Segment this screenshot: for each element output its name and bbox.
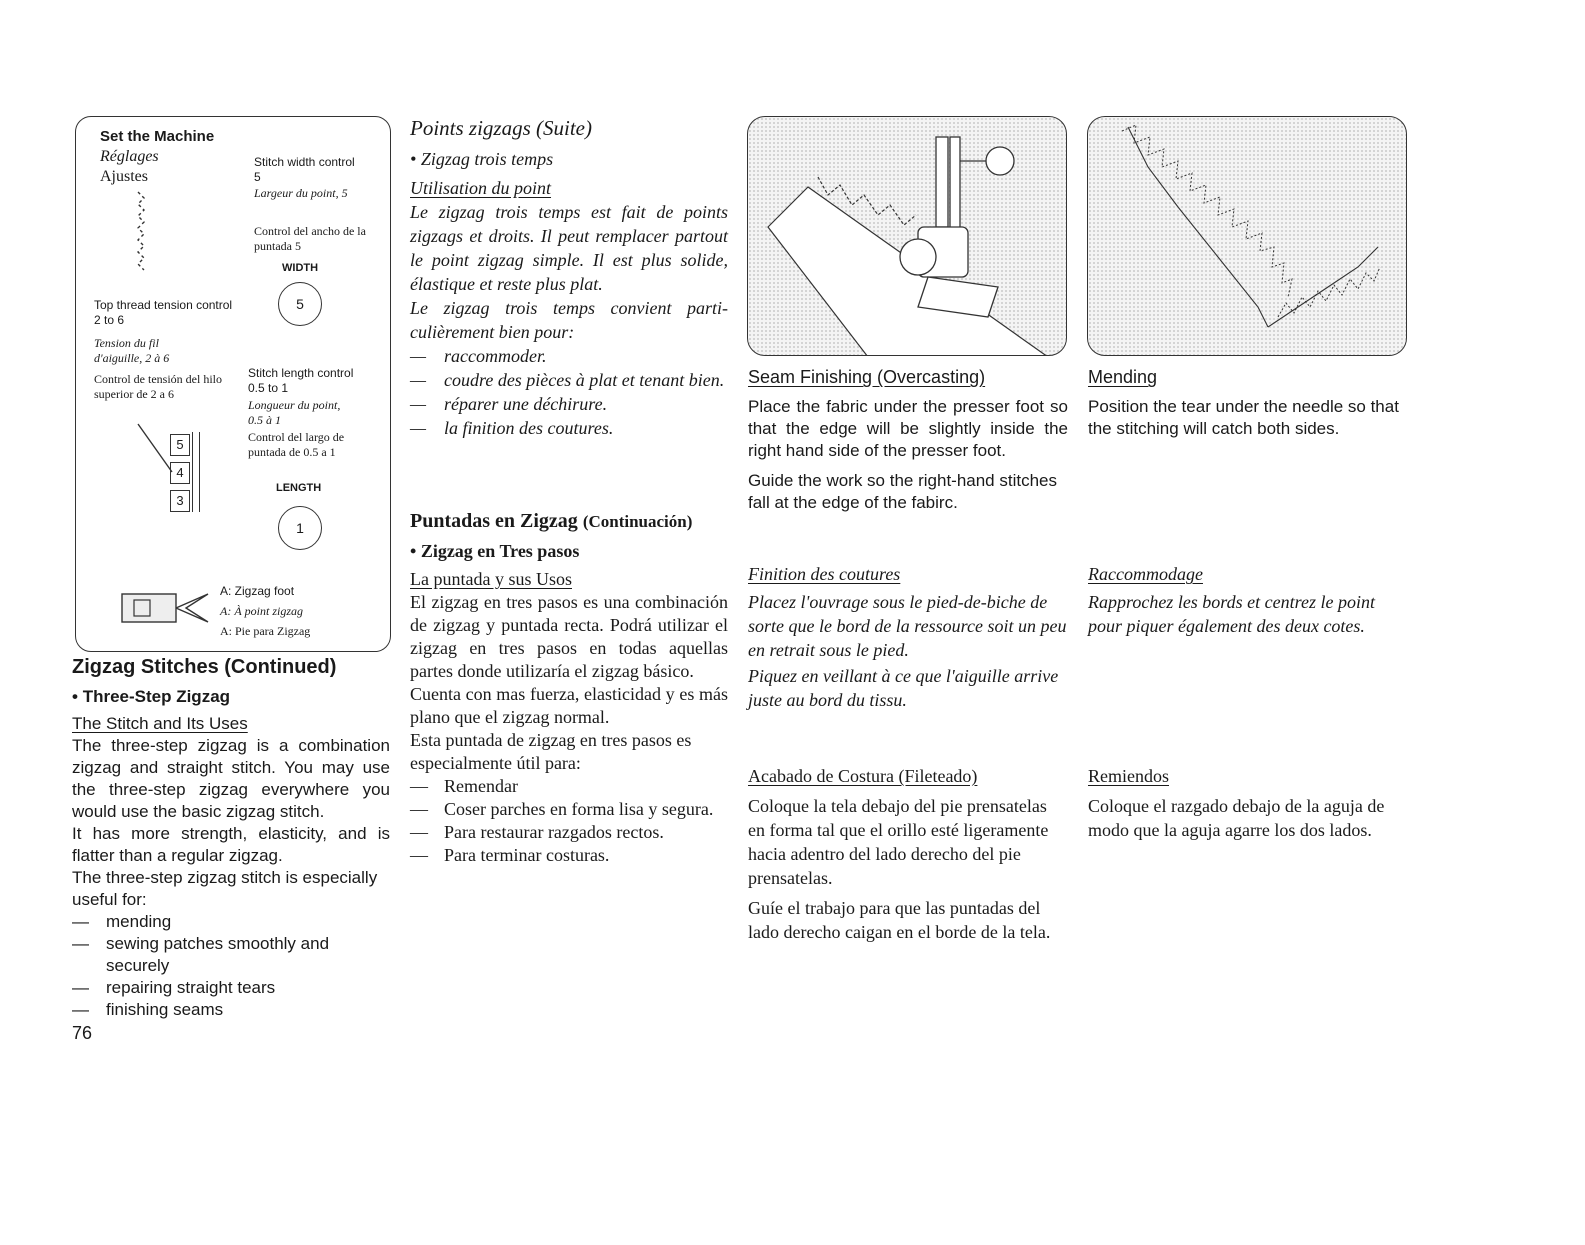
english-subheading-text: Three-Step Zigzag [82,687,231,706]
mending-illustration [1087,116,1407,356]
spanish-use-2: — Coser parches en forma lisa y segura. [410,798,728,821]
width-caption: WIDTH [282,262,319,274]
width-dial-icon [278,282,322,326]
french-subheading-text: Zigzag trois temps [420,149,554,169]
english-use-2: — sewing patches smoothly and securely [72,933,390,977]
french-use-3: — réparer une déchirure. [410,392,728,416]
settings-title-fr: Réglages [100,148,159,165]
width-label-en: Stitch width control 5 [254,155,355,184]
french-para-2: Le zigzag trois temps convient particulièrement bien pour: [410,298,728,342]
settings-title: Set the Machine [100,128,215,145]
spanish-subheading-text: Zigzag en Tres pasos [420,541,580,561]
seam-text-en-2: Guide the work so the right-hand stitches fall at the edge of the fabirc. [748,471,1057,512]
tension-mark-5: 5 [170,434,190,456]
english-use-4: — finishing seams [72,999,390,1021]
seam-text-en-1: Place the fabric under the presser foot so that the edge will be slightly inside the right hand side of the presser foot. [748,397,1068,460]
french-section-title: Utilisation du point [410,178,552,198]
seam-title-en: Seam Finishing (Overcasting) [748,367,986,387]
mending-english [1088,366,1408,440]
tension-mark-3: 3 [170,490,190,512]
length-label-es: Control del largo de puntada de 0.5 a 1 [248,430,345,459]
seam-english [748,366,1068,514]
mending-title-fr: Raccommodage [1088,564,1203,584]
spanish-heading-suffix: (Continuación) [582,512,693,531]
seam-text-es-2: Guíe el trabajo para que las puntadas del lado derecho caigan en el borde de la tela. [748,898,1051,942]
french-para-1: Le zigzag trois temps est fait de points zigzags et droits. Il peut remplacer partout le point zigzag simple. Il est plus solide, élastique et reste plus plat. [410,202,728,294]
mending-stitch-icon [1088,117,1407,356]
spanish-heading [410,510,728,533]
length-dial-icon [278,506,322,550]
english-para-1: The three-step zigzag is a combination zigzag and straight stitch. You may use the three-step zigzag everywhere you would use the basic zigzag stitch. [72,736,390,821]
seam-text-fr-1: Placez l'ouvrage sous le pied-de-biche de sorte que le bord de la ressource soit un peu en retrait sous le pied. [748,592,1067,660]
zigzag-stitch-icon [130,188,160,278]
width-label-fr: Largeur du point, 5 [254,186,348,200]
width-label-es: Control del ancho de la puntada 5 [254,224,366,253]
seam-spanish [748,764,1068,944]
zigzag-foot-icon [120,588,212,628]
spanish-heading-text: Puntadas en Zigzag [410,510,578,532]
french-subheading: • Zigzag trois temps [410,149,554,169]
english-use-3: — repairing straight tears [72,977,390,999]
seam-text-fr-2: Piquez en veillant à ce que l'aiguille arrive juste au bord du tissu. [748,666,1059,710]
seam-text-es-1: Coloque la tela debajo del pie prensatelas en forma tal que el orillo esté ligeramente hacia adentro del lado derecho del pie prensatelas. [748,796,1049,888]
length-dial-value: 1 [296,520,304,536]
spanish-subheading: • Zigzag en Tres pasos [410,541,580,561]
width-dial-value: 5 [296,296,304,312]
mending-text-en: Position the tear under the needle so that the stitching will catch both sides. [1088,397,1399,438]
seam-finishing-illustration [747,116,1067,356]
length-label-en: Stitch length control 0.5 to 1 [248,366,354,395]
mending-text-fr: Rapprochez les bords et centrez le point pour piquer également des deux cotes. [1088,592,1375,636]
spanish-section-title: La puntada y sus Usos [410,569,572,589]
english-section-title: The Stitch and Its Uses [72,714,248,733]
seam-french [748,562,1068,712]
english-column [72,656,390,1044]
english-para-3: The three-step zigzag stitch is especially useful for: [72,868,378,909]
spanish-column [410,510,728,867]
tension-label-es: Control de tensión del hilo superior de 2 a 6 [94,372,222,401]
length-label-fr: Longueur du point, 0.5 à 1 [248,398,341,427]
mending-french [1088,562,1408,638]
seam-title-es: Acabado de Costura (Fileteado) [748,766,978,786]
french-use-4: — la finition des coutures. [410,416,728,440]
spanish-para-3: Esta puntada de zigzag en tres pasos es especialmente útil para: [410,730,692,773]
mending-title-es: Remiendos [1088,766,1169,786]
foot-label-fr: A: À point zigzag [220,604,303,618]
spanish-use-4: — Para terminar costuras. [410,844,728,867]
settings-title-es: Ajustes [100,168,148,185]
mending-title-en: Mending [1088,367,1158,387]
english-para-2: It has more strength, elasticity, and is flatter than a regular zigzag. [72,824,390,865]
english-use-1: — mending [72,911,390,933]
tension-label-fr: Tension du fil d'aiguille, 2 à 6 [94,336,170,365]
tension-mark-4: 4 [170,462,190,484]
spanish-para-2: Cuenta con mas fuerza, elasticidad y es más plano que el zigzag normal. [410,684,728,727]
french-heading: Points zigzags (Suite) [410,116,592,140]
spanish-use-1: — Remendar [410,775,728,798]
mending-text-es: Coloque el razgado debajo de la aguja de modo que la aguja agarre los dos lados. [1088,796,1385,840]
foot-label-es: A: Pie para Zigzag [220,624,311,638]
length-caption: LENGTH [276,482,322,494]
presser-foot-icon [748,117,1067,356]
mending-spanish [1088,764,1408,842]
spanish-use-3: — Para restaurar razgados rectos. [410,821,728,844]
tension-label-en: Top thread tension control 2 to 6 [94,298,233,327]
english-subheading: • Three-Step Zigzag [72,687,231,706]
seam-title-fr: Finition des coutures [748,564,901,584]
spanish-para-1: El zigzag en tres pasos es una combinación de zigzag y puntada recta. Podrá utilizar el zigzag en tres pasos en todas aquellas partes donde utilizaría el zigzag básico. [410,592,728,681]
tension-pointer-icon [130,420,180,480]
french-use-2: — coudre des pièces à plat et tenant bien. [410,368,728,392]
english-heading: Zigzag Stitches (Continued) [72,656,337,678]
foot-label-en: A: Zigzag foot [220,584,295,598]
french-use-1: — raccommoder. [410,344,728,368]
page-number: 76 [72,1023,93,1043]
french-column [410,116,728,440]
